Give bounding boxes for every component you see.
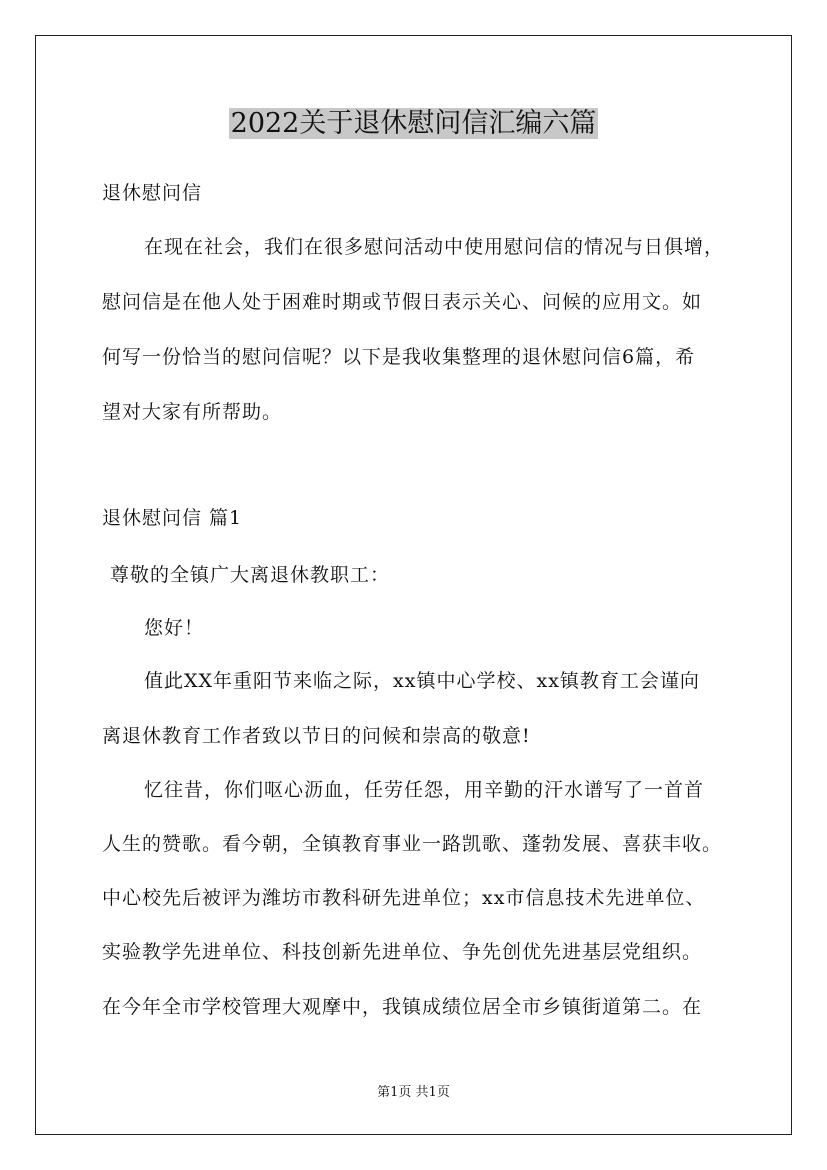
intro-line-2: 慰问信是在他人处于困难时期或节假日表示关心、问候的应用文。如 — [102, 291, 703, 313]
body-line-7: 在今年全市学校管理大观摩中，我镇成绩位居全市乡镇街道第二。在 — [102, 996, 703, 1018]
salutation: 尊敬的全镇广大离退休教职工： — [110, 564, 391, 586]
body-line-2: 离退休教育工作者致以节日的问候和崇高的敬意! — [102, 725, 531, 747]
section-heading: 退休慰问信 篇1 — [102, 507, 243, 529]
intro-line-1: 在现在社会，我们在很多慰问活动中使用慰问信的情况与日俱增， — [144, 236, 725, 258]
body-line-6: 实验教学先进单位、科技创新先进单位、争先创优先进基层党组织。 — [102, 941, 703, 963]
body-line-4: 人生的赞歌。看今朝，全镇教育事业一路凯歌、蓬勃发展、喜获丰收。 — [102, 833, 723, 855]
document-heading: 退休慰问信 — [102, 182, 203, 204]
body-line-1: 值此XX年重阳节来临之际，xx镇中心学校、xx镇教育工会谨向 — [144, 670, 700, 692]
intro-line-4: 望对大家有所帮助。 — [102, 401, 283, 423]
document-title: 2022关于退休慰问信汇编六篇 — [230, 108, 597, 139]
greeting: 您好！ — [144, 617, 205, 639]
page-number-footer: 第1页 共1页 — [377, 1085, 450, 1100]
body-line-5: 中心校先后被评为潍坊市教科研先进单位；xx市信息技术先进单位、 — [102, 887, 706, 909]
body-line-3: 忆往昔，你们呕心沥血，任劳任怨，用辛勤的汗水谱写了一首首 — [144, 779, 705, 801]
intro-line-3: 何写一份恰当的慰问信呢？以下是我收集整理的退休慰问信6篇，希 — [102, 346, 696, 368]
